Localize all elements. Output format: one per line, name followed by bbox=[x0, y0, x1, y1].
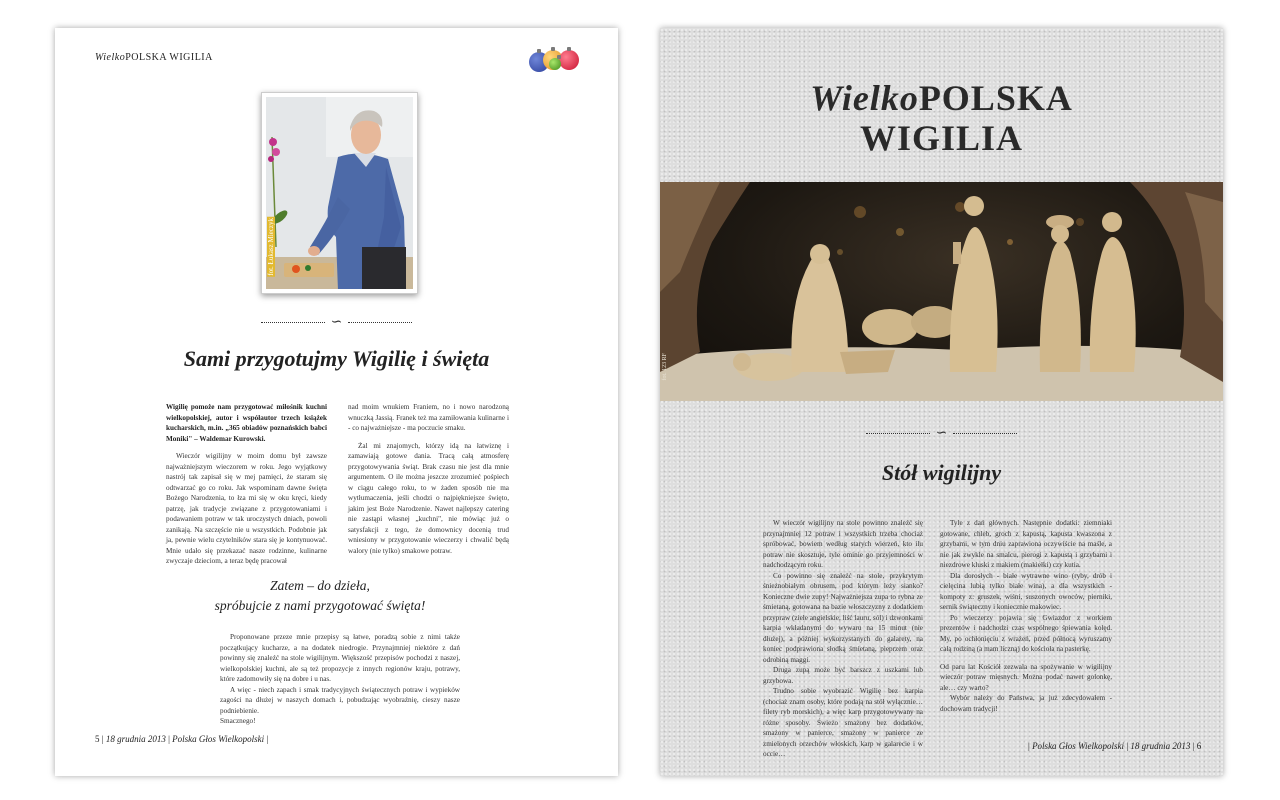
chef-photo bbox=[261, 92, 418, 294]
title-italic: Wielko bbox=[810, 78, 919, 118]
divider-dots-left bbox=[261, 322, 325, 323]
right-column-2 bbox=[940, 518, 1112, 714]
page-number: 5 bbox=[95, 734, 100, 744]
right-page bbox=[660, 28, 1223, 776]
magazine-title bbox=[660, 78, 1223, 159]
body-paragraph: Od paru lat Kościół zezwala na spożywanie w wigilijny wieczór potraw mięsnych. Można podać nawet golonkę, ale… czy warto? bbox=[940, 662, 1112, 692]
chef-illustration bbox=[266, 97, 413, 289]
page-footer: | Polska Głos Wielkopolski | 18 grudnia 2013 | 6 bbox=[1028, 741, 1202, 751]
photo-credit: fot. Łukasz Mieczyk bbox=[267, 218, 275, 276]
body-paragraph: Co powinno się znaleźć na stole, przykrytym śnieżnobiałym obrusem, pod którym leży sianko? Konieczne dwie zupy! Najważniejsza zupa to rybna ze śmietaną, gotowana na bazie włoszczyzny z dodatkiem przypraw (ziele angielskie, liść lauru, sól) i dzwonkami karpia wkładanymi do wywaru na 15 minut (nie dłużej), a później wykorzystanych do galarety, na koniec podprawiona słodką śmietaną, pieprzem oraz odrobiną maggi. bbox=[763, 571, 923, 664]
chef-photo-image bbox=[266, 97, 413, 289]
body-paragraph: A więc - niech zapach i smak tradycyjnych świątecznych potraw i wypieków zagości na dłużej w naszych domach i, pobudzając wyobraźnię, cieszy nasze podniebienie. bbox=[220, 685, 460, 715]
running-head bbox=[95, 52, 213, 63]
photo-credit: fot. 123 RF bbox=[662, 353, 668, 381]
swirl-icon: ∽ bbox=[330, 314, 343, 330]
intro-block bbox=[220, 632, 460, 734]
subheading-line-2: spróbujcie z nami przygotować święta! bbox=[214, 597, 426, 613]
divider-dots-right bbox=[953, 433, 1017, 434]
footer-paper: Polska Głos Wielkopolski bbox=[1032, 741, 1125, 751]
christmas-ornaments-icon bbox=[529, 46, 589, 76]
title-line-2: WIGILIA bbox=[859, 118, 1024, 159]
divider-dots-left bbox=[866, 433, 930, 434]
article-title: Sami przygotujmy Wigilię i święta bbox=[183, 346, 490, 371]
lead-paragraph: Wigilię pomoże nam przygotować miłośnik kuchni wielkopolskiej, autor i współautor trzech książek kucharskich, m.in. „365 obiadów poznańskich babci Moniki" – Waldemar Kurowski. bbox=[166, 403, 327, 443]
ornament-divider bbox=[55, 315, 618, 329]
right-column-1 bbox=[763, 518, 923, 767]
green-bauble-icon bbox=[549, 58, 561, 70]
body-paragraph: Smacznego! bbox=[220, 717, 256, 726]
body-paragraph: nad moim wnukiem Franiem, no i nowo narodzoną wnuczką Jassią. Franek też ma zamiłowania kulinarne i - co najważniejsze - ma poczucie smaku. bbox=[348, 403, 509, 433]
nativity-scene-illustration bbox=[660, 182, 1223, 401]
divider-dots-right bbox=[348, 322, 412, 323]
subheading-line-1: Zatem – do dzieła, bbox=[270, 578, 370, 593]
title-caps: POLSKA bbox=[918, 78, 1073, 118]
left-column-1 bbox=[166, 402, 327, 574]
body-paragraph: Proponowane przeze mnie przepisy są łatwe, poradzą sobie z nimi także początkujący kucharze, a na dodatek niedrogie. Przynajmniej niektóre z dań powinny się znaleźć na stole wigilijnym. Większość przepisów pochodzi z naszej, wielkopolskiej kuchni, ale są też propozycje z innych regionów kraju, potrawy, które zadomowiły się na dobre i u nas. bbox=[220, 633, 460, 684]
body-paragraph: Wieczór wigilijny w moim domu był zawsze najważniejszym wieczorem w roku. Jego wyjątkowy nastrój tak zapisał się w mej pamięci, że staram się odtwarzać go co roku. Jak wspominam dawne święta Bożego Narodzenia, to łza mi się w oku kręci, kiedy patrzę, jak tradycje związane z przygotowaniami i podawaniem potraw w tak uroczystych dniach, powoli zanikają. Na szczęście nie u wszystkich. Podobnie jak ja, pewnie wielu czytelników stara się je kontynuować. Mnie udało się przekazać nasze rodzinne, kulinarne zwyczaje dzieciom, a teraz będę pracował bbox=[166, 452, 327, 566]
section-title: Stół wigilijny bbox=[881, 460, 1002, 485]
body-paragraph: Trudno sobie wyobrazić Wigilię bez karpia (chociaż znam osoby, które podają na stół wyłącznie… filety ryb morskich), a więc karp przygotowywany na różne sposoby. Świeżo smażony bez dodatków, smażony w panierce, smażony w panierce ze zmielonych orzechów włoskich, karp w galarecie i w occie… bbox=[763, 687, 923, 759]
body-paragraph: Wybór należy do Państwa, ja już zdecydowałem - dochowam tradycji! bbox=[940, 694, 1112, 713]
footer-date: 18 grudnia 2013 bbox=[1130, 741, 1191, 751]
footer-date: 18 grudnia 2013 bbox=[105, 734, 166, 744]
body-paragraph: Żal mi znajomych, którzy idą na łatwiznę i zamawiają gotowe dania. Tracą całą atmosferę przygotowywania świąt. Brak czasu nie jest dla mnie argumentem. O ile można jeszcze zrozumieć pośpiech w ciągu całego roku, to w żaden sposób nie ma wytłumaczenia, jeśli chodzi o najpiękniejsze święto, jakim jest Boże Narodzenie. Nawet najlepszy catering nie zastąpi własnej „kuchni", nie mówiąc już o satysfakcji z tego, że domownicy docenią trud wniesiony w przygotowanie wieczerzy i chwalić będą walory (nie tylko) smakowe potraw. bbox=[348, 441, 509, 555]
body-paragraph: Tyle z dań głównych. Następnie dodatki: ziemniaki gotowane, chleb, groch z kapustą, kapusta kwaszona z grzybami, w tym dniu zaprawiona oczywiście na maśle, a nie jak zwykle na smalcu, pierogi z kapustą i grzybami i niezdrowe kluski z makiem (makiełki) czy kutia. bbox=[940, 519, 1112, 570]
ornament-divider bbox=[660, 426, 1223, 440]
left-page bbox=[55, 28, 618, 776]
subheading bbox=[155, 576, 485, 615]
swirl-icon: ∽ bbox=[935, 425, 948, 441]
running-head-caps: POLSKA WIGILIA bbox=[125, 52, 213, 63]
footer-paper: Polska Głos Wielkopolski bbox=[172, 734, 265, 744]
left-column-2 bbox=[348, 402, 509, 563]
body-paragraph: Druga zupą może być barszcz z uszkami lub grzybowa. bbox=[763, 666, 923, 685]
nativity-photo bbox=[660, 182, 1223, 401]
page-footer: 5 | 18 grudnia 2013 | Polska Głos Wielkopolski | bbox=[95, 734, 269, 744]
red-bauble-icon bbox=[559, 50, 579, 70]
body-paragraph: Dla dorosłych - białe wytrawne wino (ryby, drób i cielęcina lubią tylko białe wina), a dla wszystkich - kompoty z: gruszek, wiśni, suszonych owoców, pierniki, sernik świąteczny i koniecznie makowiec. bbox=[940, 571, 1112, 612]
body-paragraph: W wieczór wigilijny na stole powinno znaleźć się przynajmniej 12 potraw i wszystkich trzeba chociaż spróbować, bowiem według starych wierzeń, kto ilu potraw nie skosztuje, tyle ominie go przyjemności w nadchodzącym roku. bbox=[763, 519, 923, 570]
page-number: 6 bbox=[1196, 741, 1202, 751]
body-paragraph: Po wieczerzy pojawia się Gwiazdor z workiem prezentów i nadchodzi czas wspólnego śpiewania kolęd. My, po ochłonięciu z wrażeń, przed północą wyruszamy całą rodziną (a mam liczną) do kościoła na pasterkę. bbox=[940, 613, 1112, 654]
running-head-italic: Wielko bbox=[95, 52, 126, 63]
